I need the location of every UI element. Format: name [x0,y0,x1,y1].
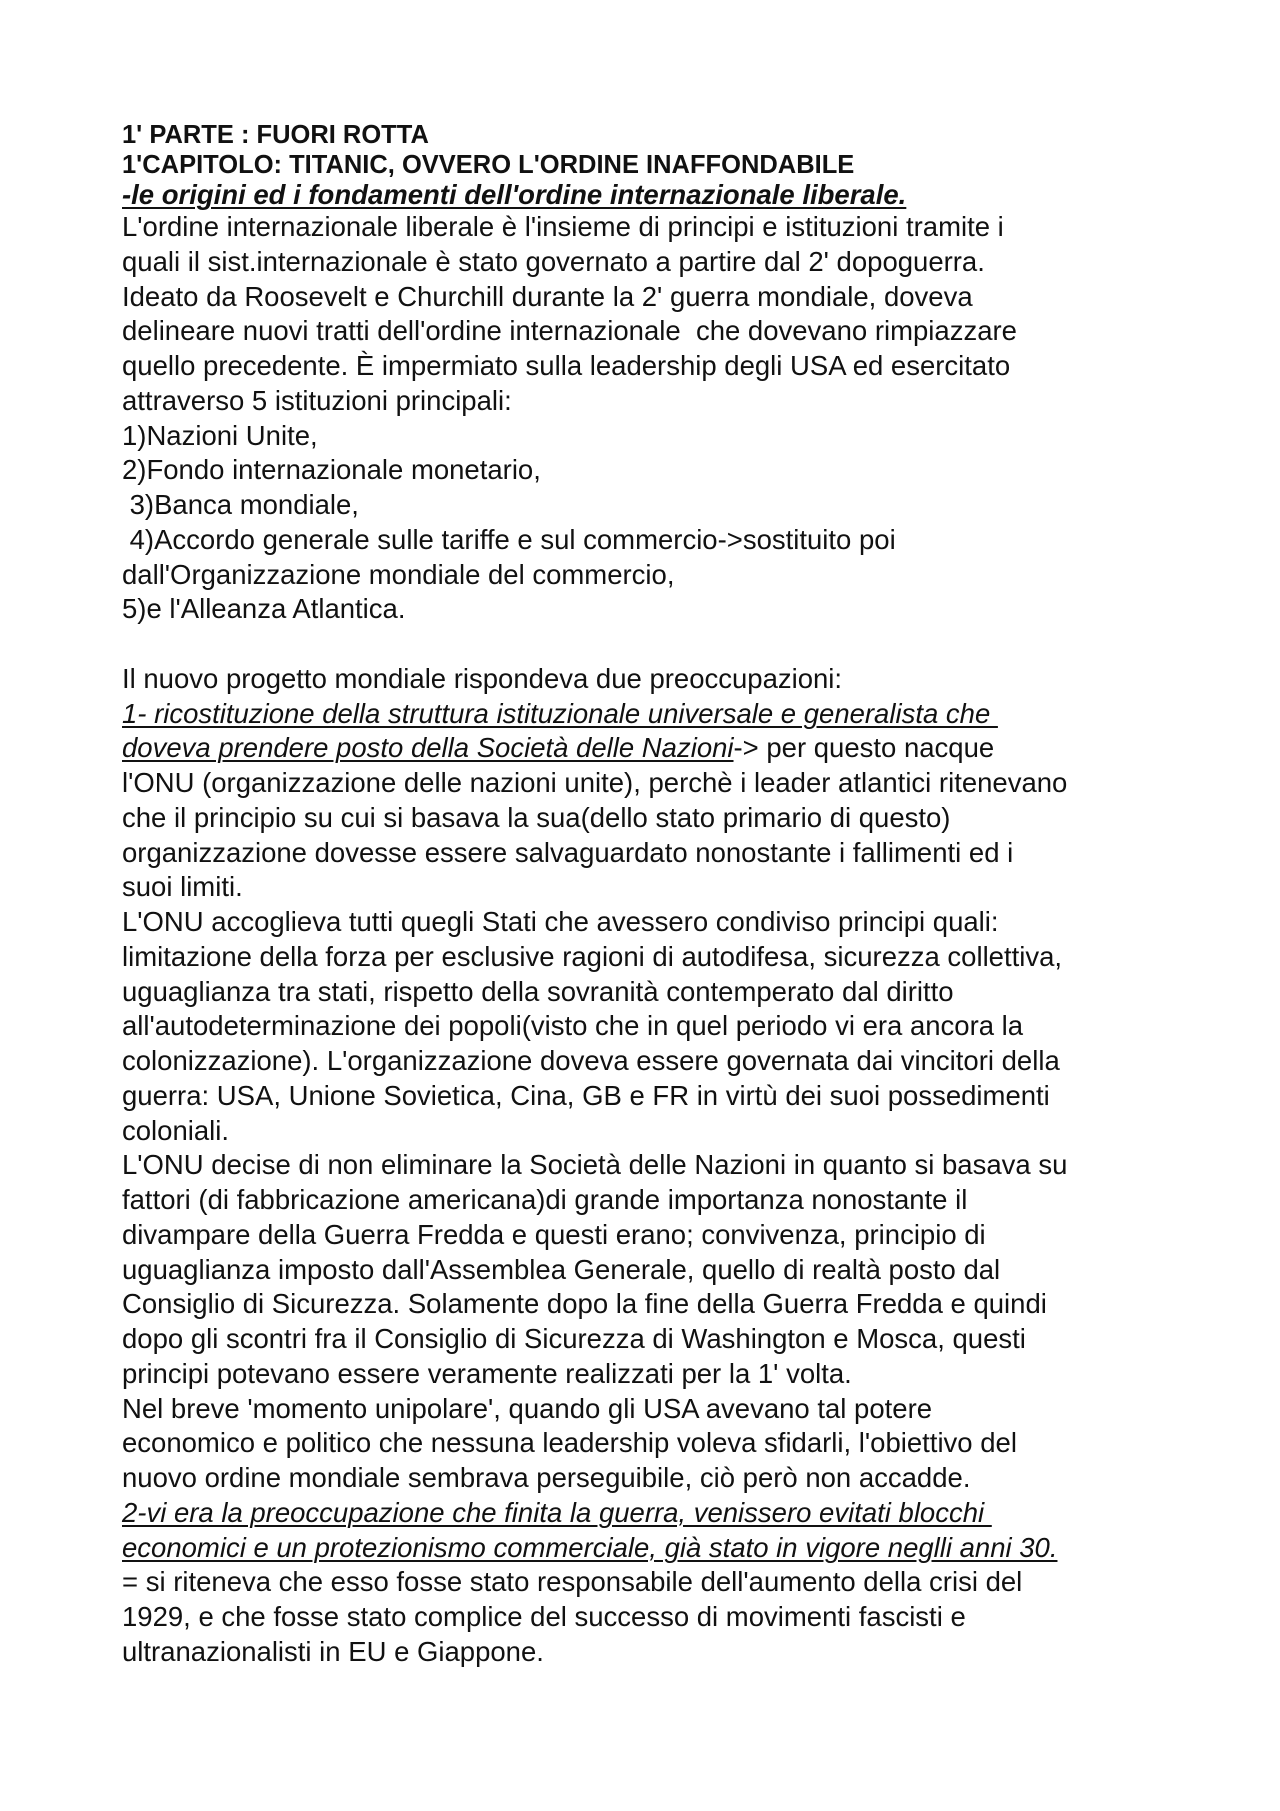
list-item: 1)Nazioni Unite, [122,419,318,451]
body-line: quello precedente. È impermiato sulla leadership degli USA ed esercitato [122,350,1011,381]
body-line: limitazione della forza per esclusive ragioni di autodifesa, sicurezza collettiva, [122,940,1063,972]
body-line: quali il sist.internazionale è stato governato a partire dal 2' dopoguerra. [122,245,985,277]
list-item: 3)Banca mondiale, [122,489,359,520]
body-line: Il nuovo progetto mondiale rispondeva due preoccupazioni: [122,662,843,694]
body-line: Consiglio di Sicurezza. Solamente dopo la fine della Guerra Fredda e quindi [122,1288,1047,1320]
emphasis-line: 2-vi era la preoccupazione che finita la guerra, venissero evitati blocchi [122,1496,992,1528]
body-line: suoi limiti. [122,871,243,903]
body-line: uguaglianza tra stati, rispetto della sovranità contemperato dal diritto [122,975,954,1007]
emphasis-line: 1- ricostituzione della struttura istituzionale universale e generalista che [122,697,998,729]
document-page [122,120,1202,1670]
body-line: uguaglianza imposto dall'Assemblea Generale, quello di realtà posto dal [122,1253,1001,1285]
body-line: guerra: USA, Unione Sovietica, Cina, GB e FR in virtù dei suoi possedimenti [122,1079,1050,1111]
body-line: colonizzazione). L'organizzazione doveva essere governata dai vincitori della [122,1045,1060,1076]
body-line: organizzazione dovesse essere salvaguardato nonostante i fallimenti ed i [122,836,1014,868]
list-item: dall'Organizzazione mondiale del commercio, [122,558,675,590]
section-subtitle: -le origini ed i fondamenti dell'ordine internazionale liberale. [122,179,907,210]
body-line [122,731,1202,766]
body-line: economico e politico che nessuna leadership voleva sfidarli, l'obiettivo del [122,1427,1017,1459]
chapter-title: 1'CAPITOLO: TITANIC, OVVERO L'ORDINE INAFFONDABILE [122,151,855,179]
body-line: Nel breve 'momento unipolare', quando gli USA avevano tal potere [122,1392,933,1424]
body-line: L'ONU accoglieva tutti quegli Stati che avessero condiviso principi quali: [122,906,999,937]
body-line: ultranazionalisti in EU e Giappone. [122,1635,544,1667]
list-item: 4)Accordo generale sulle tariffe e sul commercio->sostituito poi [122,523,896,555]
emphasis-line: economici e un protezionismo commerciale, già stato in vigore neglli anni 30. [122,1531,1058,1563]
body-line: che il principio su cui si basava la sua(dello stato primario di questo) [122,801,951,833]
body-line: dopo gli scontri fra il Consiglio di Sicurezza di Washington e Mosca, questi [122,1323,1026,1354]
emphasis-text: doveva prendere posto della Società delle Nazioni [122,732,734,764]
body-line: L'ONU decise di non eliminare la Società delle Nazioni in quanto si basava su [122,1149,1068,1181]
body-line: 1929, e che fosse stato complice del successo di movimenti fascisti e [122,1601,966,1632]
body-line: nuovo ordine mondiale sembrava perseguibile, ciò però non accadde. [122,1462,971,1493]
body-line: l'ONU (organizzazione delle nazioni unite), perchè i leader atlantici ritenevano [122,767,1068,798]
list-item: 5)e l'Alleanza Atlantica. [122,593,406,625]
body-line: coloniali. [122,1114,230,1146]
list-item: 2)Fondo internazionale monetario, [122,454,541,486]
body-line: divampare della Guerra Fredda e questi erano; convivenza, principio di [122,1218,986,1250]
body-line: principi potevano essere veramente realizzati per la 1' volta. [122,1357,852,1389]
body-line: all'autodeterminazione dei popoli(visto che in quel periodo vi era ancora la [122,1010,1024,1042]
body-line: = si riteneva che esso fosse stato responsabile dell'aumento della crisi del [122,1566,1023,1598]
body-line: fattori (di fabbricazione americana)di grande importanza nonostante il [122,1184,968,1215]
body-line: attraverso 5 istituzioni principali: [122,384,512,416]
body-line: delineare nuovi tratti dell'ordine internazionale che dovevano rimpiazzare [122,315,1017,347]
body-text: -> per questo nacque [733,732,995,764]
body-line: L'ordine internazionale liberale è l'insieme di principi e istituzioni tramite i [122,211,1004,242]
paragraph-spacer [122,627,1202,662]
part-title: 1' PARTE : FUORI ROTTA [122,121,429,149]
body-line: Ideato da Roosevelt e Churchill durante la 2' guerra mondiale, doveva [122,280,973,312]
